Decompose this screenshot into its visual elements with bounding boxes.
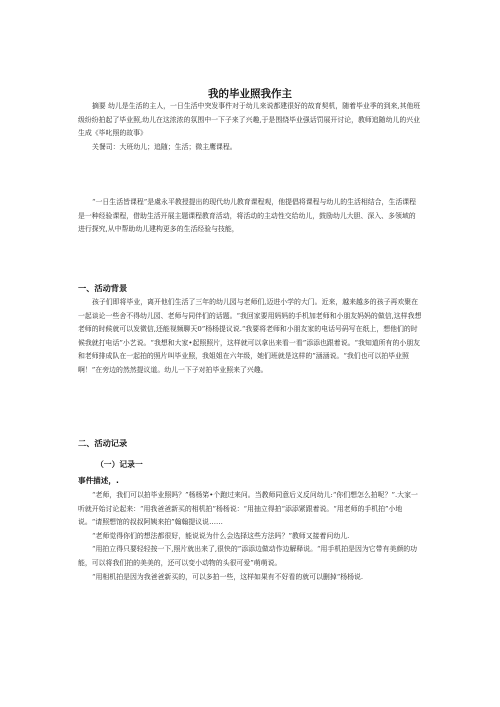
record-paragraph: “老师觉得你们的想法都很好，能说说为什么会选择这些方法吗？”教师又接着问幼儿. <box>92 531 350 540</box>
section-heading-records: 二、活动记录 <box>78 438 128 448</box>
event-description-label: 事件描述，. <box>78 476 119 485</box>
record-paragraph: “老师，我们可以拍毕业照吗？”杨杨笫•个跑过来问。当教师同意后义反问幼儿:“你们想怎么拍呢？”.大家一听就开始讨论起来：“用我爸爸新买的相机拍”杨杨说：“用抽立得拍“添添紧跟着说。“用老师的手机拍”小地说。“请照想馆的叔叔阿姨来拍”翰翰提议说…… <box>78 491 418 527</box>
abstract-block <box>78 100 422 154</box>
background-paragraph: 孩子们即将毕业，离开他们生活了三年的幼儿园与老师们,迈进小学的大门。近来，越来越多的孩子再欢聚在一起谈论一些舍不得幼儿园、老师与同伴们的话题。“我回家要用妈妈的手机加老师和小朋友妈妈的做信,这样我想老师的时候就可以发微信,还能视频聊天0”杨杨提议说.“我要将老师和小朋友家的电话号码写在纸上，想他们的时候我就打电话”小艺说。“我想和大家•起照照片，这样就可以拿出来看一看”添添也跟着说。“我知道所有的小朋友和老师排成队在一起拍的照片叫毕业照，我姐姐在六年级，她们班就是这样的”涵涵说。“我们也可以拍毕业照啊！”在旁边的然然提议道。幼儿一下子对拍毕业照来了兴趣。 <box>78 298 422 374</box>
record-paragraph: “用拍立得只要轻轻按一下,照片就出来了,很快的”添添边做动作边解释说。“用手机拍是因为它带有美颜的功能，可以将我们拍的美美的，还可以变小动物的头很可爱”萌萌说。 <box>78 545 418 567</box>
background-block <box>78 296 422 378</box>
intro-block <box>78 196 422 237</box>
abstract-paragraph: 摘要 幼儿是生活的主人，一日生活中突发事件对于幼儿来说都建很好的故育契机，随着毕业季的到来,其他班级纷纷拍起了毕业照,幼儿在这浓浓的氛围中一下子来了兴趣,于是围绕毕业强话罚展开讨论，教师追随幼儿的兴业生成《毕叱照的故事》 <box>78 102 421 138</box>
keywords-line: 关餐司：大班幼儿；追随；生活；微主鹰课程。 <box>92 142 237 151</box>
record-one-heading: （一）记录一 <box>96 460 143 469</box>
record-paragraph: “用相机拍是因为我爸爸新买的，可以多拍一些，这样如果有不好看的就可以删掉“杨杨说. <box>92 572 364 581</box>
document-title: 我的毕业照我作主 <box>208 88 292 100</box>
record-one-block <box>78 489 422 584</box>
intro-paragraph: “一日生活皆课程”是虞永平教授提出的现代幼儿教育课程观，他提倡将课程与幼儿的生活相结合，生活课程是一种经验课程，借助生活开展主题课程教育活动，将活动的主动性交给幼儿，鼓励幼儿大胆、深入、多领域的进行探究,从中帮助幼儿建构更多的生活经验与技能， <box>78 198 417 234</box>
section-heading-background: 一、活动背景 <box>78 283 128 293</box>
